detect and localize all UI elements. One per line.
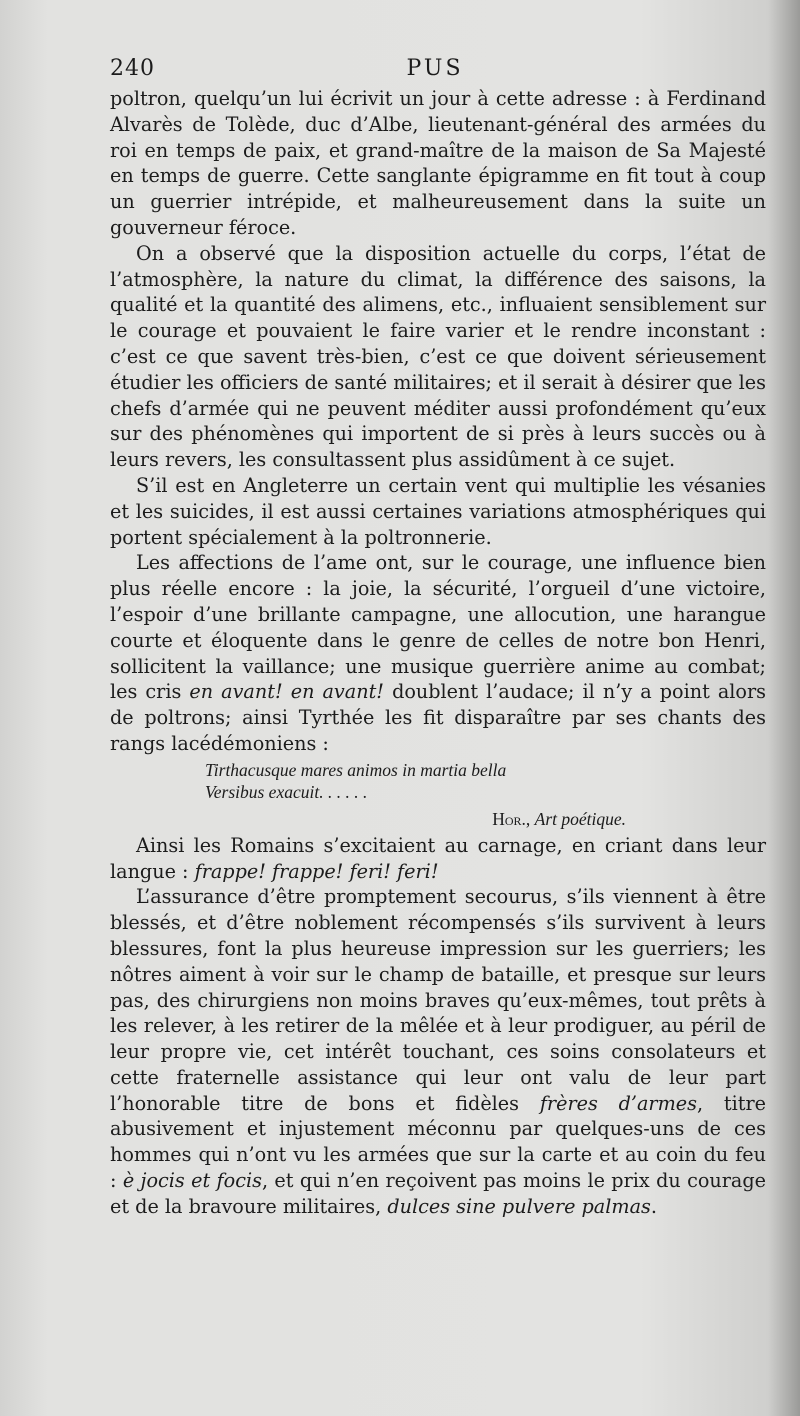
paragraph-2: On a observé que la disposition actuelle du corps, l’état de l’atmosphère, la nature du climat, la différence des saisons, la qualité et la quantité des alimens, etc., influaient sensiblement sur le courage et pouvaient le faire varier et le rendre inconstant : c’est ce que savent très-bien, c’est ce que doivent sérieusement étudier les officiers de santé militaires; et il serait à désirer que les chefs d’armée qui ne peuvent méditer aussi profondément qu’eux sur des phénomènes qui importent de si près à leurs succès ou à leurs revers, les consultassent plus assidûment à ce sujet. <box>110 241 766 472</box>
page-number: 240 <box>110 56 155 81</box>
body-text <box>110 86 766 1220</box>
paragraph-4 <box>110 550 766 756</box>
paragraph-6-italic-3: dulces sine pulvere palmas <box>387 1194 651 1218</box>
paragraph-6-italic-2: è jocis et focis <box>122 1169 262 1193</box>
paragraph-6-text-c: , et qui n’en reçoivent pas moins le prix du courage et de la bravoure militaires, <box>110 1169 766 1218</box>
paragraph-6-text-a: L’assurance d’être promptement secourus, s’ils viennent à être blessés, et d’être noblement récompensés s’ils survivent à leurs blessures, font la plus heureuse impression sur les guerriers; les nôtres aiment à voir sur le champ de bataille, et presque sur leurs pas, des chirurgiens non moins braves qu’eux-mêmes, tout prêts à les relever, à les retirer de la mêlée et à leur prodiguer, au péril de leur propre vie, cet intérêt touchant, ces soins consolateurs et cette fraternelle assistance qui leur ont valu de leur part l’honorable titre de bons et fidèles <box>110 885 766 1115</box>
paragraph-6 <box>110 884 766 1219</box>
citation-author: Hor., <box>492 808 531 829</box>
running-head: PUS <box>406 56 464 81</box>
paragraph-1: poltron, quelqu’un lui écrivit un jour à cette adresse : à Ferdinand Alvarès de Tolède, duc d’Albe, lieutenant-général des armées du roi en temps de paix, et grand-maître de la maison de Sa Majesté en temps de guerre. Cette sanglante épigramme en fit tout à coup un guerrier intrépide, et malheureusement dans la suite un gouverneur féroce. <box>110 87 766 239</box>
verse-quotation <box>205 759 766 803</box>
page-header <box>110 56 760 86</box>
verse-line-1: Tirthacusque mares animos in martia bella <box>205 759 507 780</box>
verse-line-2: Versibus exacuit. . . . . . <box>205 781 368 802</box>
paragraph-5-italic: frappe! frappe! feri! feri! <box>194 859 439 883</box>
paragraph-5 <box>110 833 766 885</box>
paragraph-6-italic-1: frères d’armes <box>539 1091 697 1115</box>
paragraph-6-text-d: . <box>650 1194 657 1218</box>
citation-title: Art poétique. <box>534 808 626 829</box>
paragraph-4-text-a: Les affections de l’ame ont, sur le courage, une influence bien plus réelle encore : la joie, la sécurité, l’orgueil d’une victoire, l’espoir d’une brillante campagne, une allocution, une harangue courte et éloquente dans le genre de celles de notre bon Henri, sollicitent la vaillance; une musique guerrière anime au combat; les cris <box>110 551 766 704</box>
paragraph-4-italic: en avant! en avant! <box>189 680 384 704</box>
quotation-citation <box>110 807 626 831</box>
paragraph-5-text: Ainsi les Romains s’excitaient au carnage, en criant dans leur langue : <box>110 833 766 883</box>
paragraph-4-text-b: doublent l’audace; il n’y a point alors de poltrons; ainsi Tyrthée les fit disparaître par ses chants des rangs lacédémoniens : <box>110 680 766 755</box>
paragraph-6-text-b: , titre abusivement et injustement méconnu par quelques-uns de ces hommes qui n’ont vu les armées que sur la carte et au coin du feu : <box>110 1091 766 1193</box>
paragraph-3: S’il est en Angleterre un certain vent qui multiplie les vésanies et les suicides, il est aussi certaines variations atmosphériques qui portent spécialement à la poltronnerie. <box>110 473 766 549</box>
